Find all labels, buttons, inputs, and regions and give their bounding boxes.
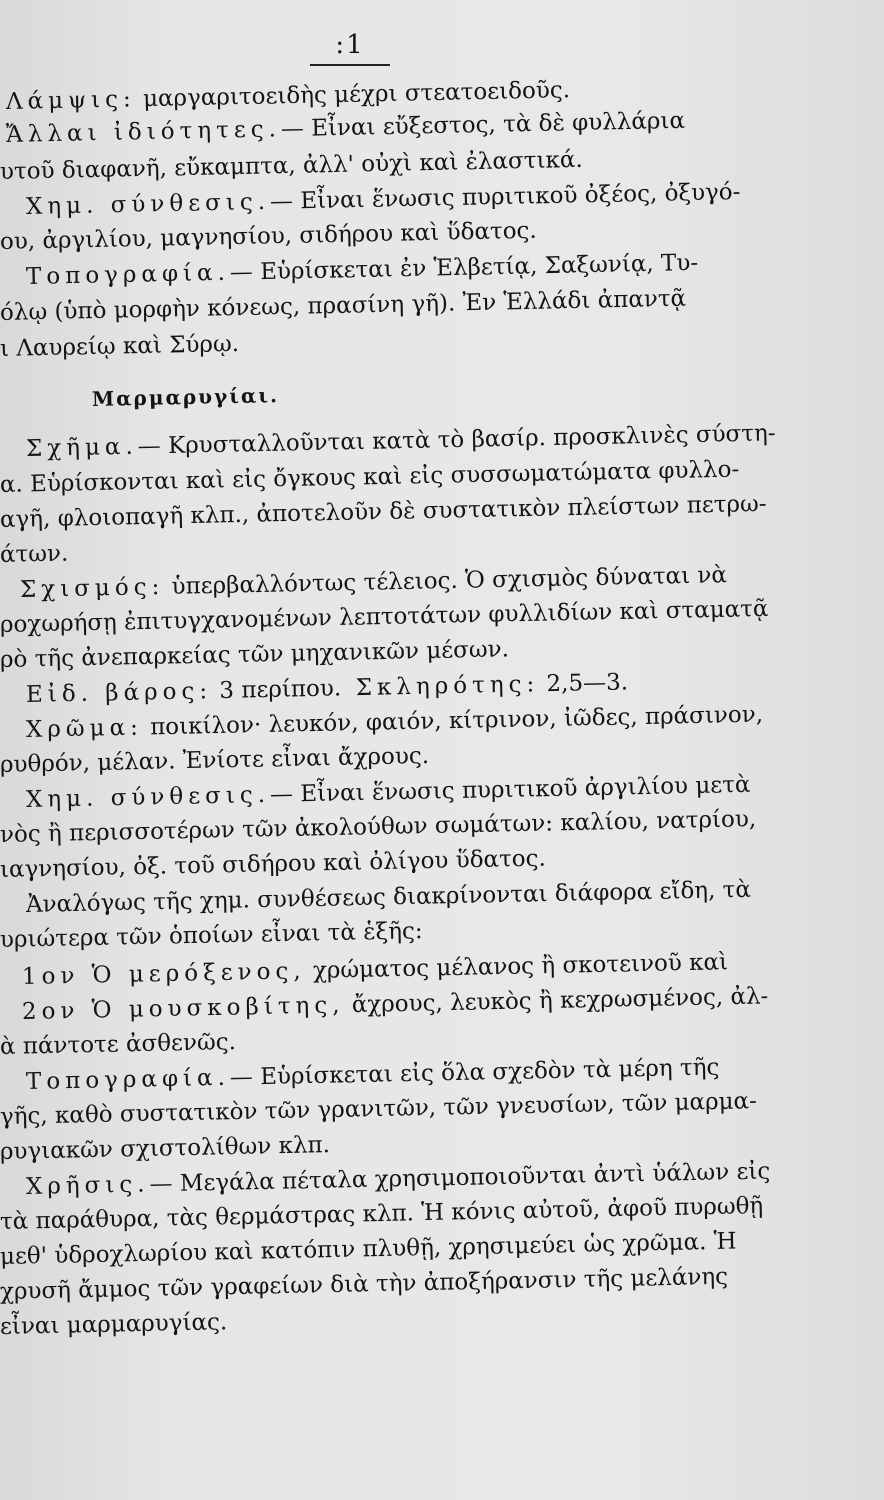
text-line: Ἀναλόγως τῆς χημ. συνθέσεως διακρίνονται διάφορα εἴδη, τὰ [25, 876, 752, 918]
text-line: υριώτερα τῶν ὁποίων εἶναι τὰ ἑξῆς: [0, 918, 423, 953]
text-line: υτοῦ διαφανῆ, εὔκαμπτα, ἀλλ' οὐχὶ καὶ ἐλαστικά. [0, 146, 583, 185]
text-line: Σχῆμα.— Κρυσταλλοῦνται κατὰ τὸ βασίρ. προσκλινὲς σύστη- [25, 420, 776, 462]
text-line: ὰ πάντοτε ἀσθενῶς. [0, 1029, 237, 1060]
text-line: 2ον Ὁ μουσκοβίτης, ἄχρους, λευκὸς ἢ κεχρωσμένος, ἀλ- [21, 983, 769, 1025]
text-line: Χρῆσις.— Μεγάλα πέταλα χρησιμοποιοῦνται ἀντὶ ὑάλων εἰς [25, 1158, 771, 1200]
text-line: όλῳ (ὑπὸ μορφὴν κόνεως, πρασίνη γῆ). Ἐν Ἑλλάδι ἀπαντᾷ [0, 285, 687, 326]
text-line: Ἄλλαι ἰδιότητες.— Εἶναι εὔξεστος, τὰ δὲ φυλλάρια [5, 107, 686, 148]
text-line: άτων. [0, 540, 69, 568]
text-line: νὸς ἢ περισσοτέρων τῶν ἀκολούθων σωμάτων: καλίου, νατρίου, [0, 806, 757, 848]
section-heading: Μαρμαρυγίαι. [91, 383, 280, 411]
text-line: Σχισμός: ὑπερβαλλόντως τέλειος. Ὁ σχισμὸς δύναται νὰ [19, 562, 728, 603]
text-line: Χρῶμα: ποικίλον· λευκόν, φαιόν, κίτρινον, ἰῶδες, πράσινον, [25, 701, 764, 743]
text-line: εἶναι μαρμαρυγίας. [0, 1309, 228, 1340]
page-number: :1 [335, 30, 365, 60]
text-line: χρυσῆ ἄμμος τῶν γραφείων διὰ τὴν ἀποξήρανσιν τῆς μελάνης [0, 1263, 729, 1305]
text-line: ρὸ τῆς ἀνεπαρκείας τῶν μηχανικῶν μέσων. [0, 636, 510, 673]
text-line: Τοπογραφία.— Εὑρίσκεται ἐν Ἑλβετίᾳ, Σαξωνίᾳ, Τυ- [25, 249, 699, 290]
text-line: ι Λαυρείῳ καὶ Σύρῳ. [0, 330, 240, 362]
page-number-rule [310, 64, 390, 66]
text-line: Λάμψις: μαργαριτοειδὴς μέχρι στεατοειδοῦς. [5, 77, 571, 115]
text-line: ροχωρήσῃ ἐπιτυγχανομένων λεπτοτάτων φυλλιδίων καὶ σταματᾷ [0, 595, 769, 638]
text-line: μεθ' ὑδροχλωρίου καὶ κατόπιν πλυθῇ, χρησιμεύει ὡς χρῶμα. Ἡ [0, 1228, 737, 1270]
text-line: 1ον Ὁ μερόξενος, χρώματος μέλανος ἢ σκοτεινοῦ καὶ [21, 949, 729, 990]
text-line: Εἰδ. βάρος: 3 περίπου. Σκληρότης: 2,5—3. [25, 669, 629, 708]
text-line: τὰ παράθυρα, τὰς θερμάστρας κλπ. Ἡ κόνις αὐτοῦ, ἀφοῦ πυρωθῇ [0, 1193, 764, 1235]
text-line: Τοπογραφία.— Εὑρίσκεται εἰς ὅλα σχεδὸν τὰ μέρη τῆς [25, 1054, 720, 1095]
text-line: αγῆ, φλοιοπαγῆ κλπ., ἀποτελοῦν δὲ συστατικὸν πλείστων πετρω- [0, 490, 767, 533]
text-line: Χημ. σύνθεσις.— Εἶναι ἕνωσις πυριτικοῦ ἀργιλίου μετὰ [25, 771, 751, 813]
text-line: α. Εὑρίσκονται καὶ εἰς ὄγκους καὶ εἰς συσσωματώματα φυλλο- [0, 456, 740, 498]
text-line: Χημ. σύνθεσις.— Εἶναι ἕνωσις πυριτικοῦ ὀξέος, ὀξυγό- [25, 179, 741, 220]
text-line: ιαγνησίου, ὀξ. τοῦ σιδήρου καὶ ὀλίγου ὕδατος. [0, 845, 547, 883]
text-line: γῆς, καθὸ συστατικὸν τῶν γρανιτῶν, τῶν γνευσίων, τῶν μαρμα- [0, 1088, 758, 1130]
text-line: ρυγιακῶν σχιστολίθων κλπ. [0, 1132, 331, 1165]
text-line: ρυθρόν, μέλαν. Ἐνίοτε εἶναι ἄχρους. [0, 743, 430, 778]
text-line: ου, ἀργιλίου, μαγνησίου, σιδήρου καὶ ὕδατος. [0, 217, 537, 255]
